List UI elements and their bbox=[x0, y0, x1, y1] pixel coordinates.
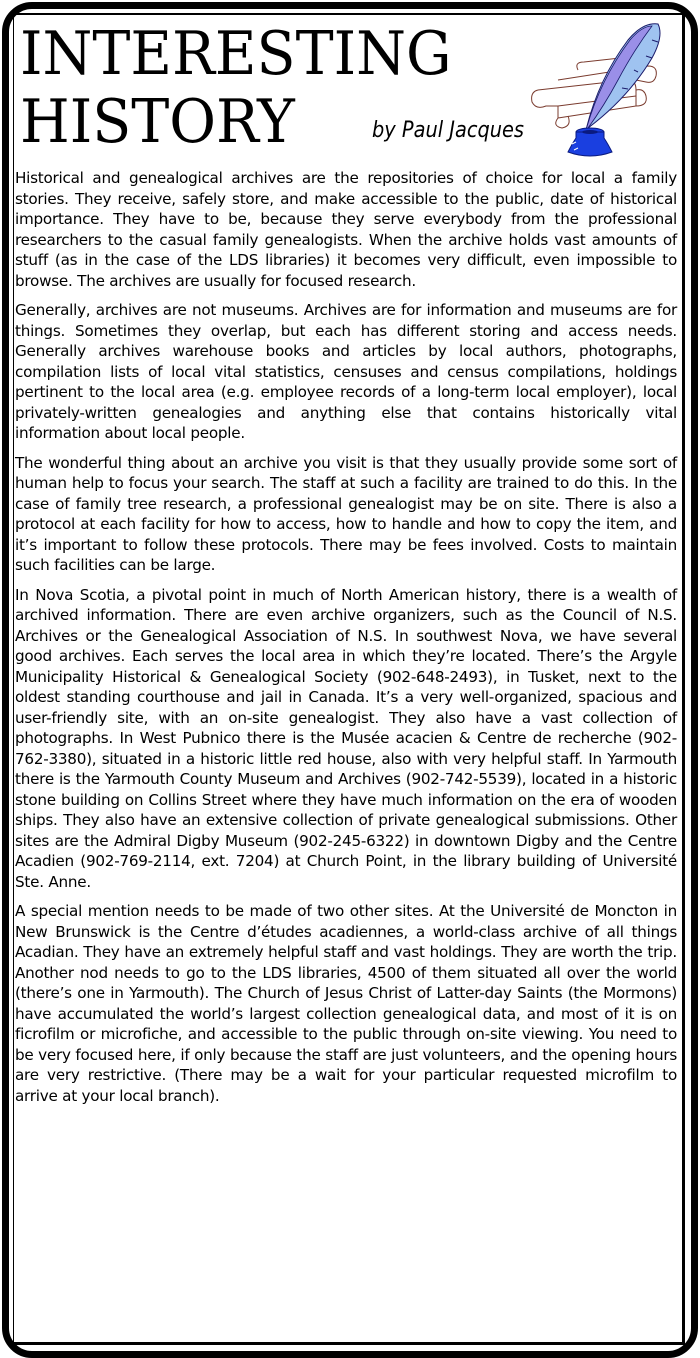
column-title-line-1: INTERESTING bbox=[20, 19, 452, 89]
article-paragraph: The wonderful thing about an archive you visit is that they usually provide some sort of human help to focus your search. The staff at such a facility are trained to do this. In the case of family tree research, a professional genealogist may be on site. There is also a protocol at each facility for how to access, how to handle and how to copy the item, and it’s important to follow these protocols. There may be fees involved. Costs to maintain such facilities can be large. bbox=[15, 453, 677, 574]
author-byline: by Paul Jacques bbox=[372, 118, 525, 143]
inkwell-icon bbox=[568, 128, 612, 156]
article-paragraph: In Nova Scotia, a pivotal point in much of North American history, there is a wealth of archived information. There are even archive organizers, such as the Council of N.S. Archives or the Genealogical Association of N.S. In southwest Nova, we have several good archives. Each serves the local area in which they’re located. There’s the Argyle Municipality Historical & Genealogical Society (902-648-2493), in Tusket, next to the oldest standing courthouse and jail in Canada. It’s a very well-organized, spacious and user-friendly site, with an on-site genealogist. They also have a vast collection of photographs. In West Pubnico there is the Musée acacien & Centre de recherche (902-762-3380), situated in a historic little red house, also with very helpful staff. In Yarmouth there is the Yarmouth County Museum and Archives (902-742-5539), located in a historic stone building on Collins Street where they have much information on the era of wooden ships. They also have an extensive collection of private genealogical submissions. Other sites are the Admiral Digby Museum (902-245-6322) in downtown Digby and the Centre Acadien (902-769-2114, ext. 7204) at Church Point, in the library building of Université Ste. Anne. bbox=[15, 585, 677, 891]
column-title-line-2: HISTORY bbox=[20, 87, 295, 157]
article-body bbox=[15, 168, 677, 1115]
quill-inkwell-scroll-icon bbox=[518, 10, 678, 160]
feather-quill-icon bbox=[586, 24, 660, 130]
article-paragraph: Historical and genealogical archives are the repositories of choice for local a family stories. They receive, safely store, and make accessible to the public, date of historical importance. They have to be, because they serve everybody from the professional researchers to the casual family genealogists. When the archive holds vast amounts of stuff (as in the case of the LDS libraries) it becomes very difficult, even impossible to browse. The archives are usually for focused research. bbox=[15, 169, 677, 290]
article-paragraph: Generally, archives are not museums. Archives are for information and museums are for things. Sometimes they overlap, but each has different storing and access needs. Generally archives warehouse books and articles by local authors, photographs, compilation lists of local vital statistics, censuses and census compilations, holdings pertinent to the local area (e.g. employee records of a long-term local employer), local privately-written genealogies and anything else that contains historically vital information about local people. bbox=[15, 301, 677, 442]
article-paragraph: A special mention needs to be made of two other sites. At the Université de Moncton in New Brunswick is the Centre d’études acadiennes, a world-class archive of all things Acadian. They have an extremely helpful staff and vast holdings. They are worth the trip. Another nod needs to go to the LDS libraries, 4500 of them situated all over the world (there’s one in Yarmouth). The Church of Jesus Christ of Latter-day Saints (the Mormons) have accumulated the world’s largest collection genealogical data, and most of it is on ficrofilm or microfiche, and accessible to the public through on-site viewing. You need to be very focused here, if only because the staff are just volunteers, and the opening hours are very restrictive. (There may be a wait for your particular requested microfilm to arrive at your local branch). bbox=[15, 902, 677, 1105]
masthead bbox=[20, 10, 680, 160]
